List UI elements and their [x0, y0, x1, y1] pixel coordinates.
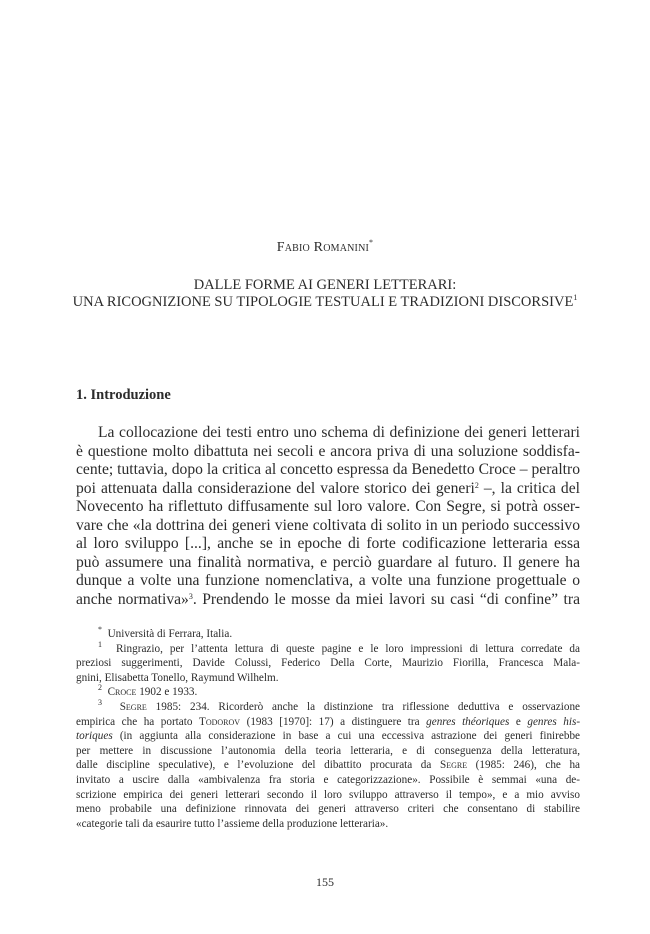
body-line: anche normativa»$^3$. Prendendo le mosse da miei lavori su casi “di confine” tra [76, 590, 580, 608]
footnote-2: $^2$ Croce 1902 e 1933. [98, 683, 198, 699]
footnote-3: $^3$ Segre 1985: 234. Ricorderò anche la distinzione tra riflessione deduttiva e osservazione [98, 697, 581, 713]
body-line: La collocazione dei testi entro uno schema di definizione dei generi letterari [98, 424, 580, 441]
footnote-3-line: empirica che ha portato Todorov (1983 [1970]: 17) a distinguere tra genres théoriques e genres his- [76, 715, 581, 728]
body-line: poi attenuata dalla considerazione del valore storico dei generi$^2$ –, la critica del [76, 479, 580, 497]
body-paragraph [76, 424, 580, 609]
author-name: Fabio Romanini [276, 240, 370, 255]
footnote-3-line: dalle discipline speculative), e l’evoluzione del dibattito procurata da Segre (1985: 246), che ha [76, 759, 581, 772]
footnotes [76, 627, 580, 831]
author-footnote-marker: * [369, 238, 374, 247]
body-line: vare che «la dottrina dei generi viene coltivata di solito in un periodo successivo [76, 516, 580, 534]
body-line: è questione molto dibattuta nei secoli e ancora priva di una soluzione soddisfa- [76, 442, 580, 460]
footnote-3-line: toriques (in aggiunta alla considerazione in base a cui una eccessiva astrazione dei generi finirebbe [76, 730, 580, 743]
footnote-ref: 2 [474, 480, 479, 490]
title-line-2: UNA RICOGNIZIONE SU TIPOLOGIE TESTUALI E TRADIZIONI DISCORSIVE$^1$ [72, 293, 578, 310]
footnote-3-line: meno probabile una definizione rinnovata dei generi attraverso criteri che consentano di stabilire [76, 803, 580, 816]
body-line: Novecento ha riflettuto diffusamente sul loro valore. Con Segre, si potrà osser- [76, 498, 580, 515]
author-line [0, 240, 650, 256]
title-footnote-marker: 1 [573, 293, 578, 302]
title-line-1: DALLE FORME AI GENERI LETTERARI: [193, 277, 457, 293]
footnote-3-line: scrizione empirica dei generi letterari secondo il loro sviluppo attraverso il tempo», e a mio avviso [76, 788, 580, 801]
article-title [0, 277, 650, 311]
body-line: al loro sviluppo [...], anche se in epoche di forte codificazione letteraria essa [76, 535, 580, 552]
footnote-ref: 3 [188, 591, 193, 601]
footnote-1: $^1$ Ringrazio, per l’attenta lettura di queste pagine e le loro impressioni di lettura corredate da [98, 639, 580, 655]
footnote-3-line: «categorie tali da esaurire tutto l’assieme della produzione letteraria». [76, 817, 389, 830]
footnote-1-line: gnini, Elisabetta Tonello, Raymund Wilhelm. [76, 671, 279, 684]
body-line: può assumere una finalità normativa, e perciò guardare al futuro. Il genere ha [76, 553, 580, 571]
footnote-3-line: per mettere in discussione l’autonomia della teoria letteraria, e di conseguenza della letteratura, [76, 744, 580, 757]
footnote-3-line: invitato a uscire dalla «ambivalenza fra storia e categorizzazione». Possibile è semmai «una de- [76, 773, 580, 786]
section-heading: 1. Introduzione [76, 387, 171, 403]
body-line: dunque a volte una funzione nomenclativa, a volte una funzione progettuale o [76, 572, 580, 589]
footnote-1-line: preziosi suggerimenti, Davide Colussi, Federico Della Corte, Maurizio Fiorilla, Francesca Mala- [76, 657, 580, 670]
page-number: 155 [316, 875, 334, 889]
body-line: cente; tuttavia, dopo la critica al concetto espressa da Benedetto Croce – peraltro [76, 461, 580, 478]
footnote-star: * Università di Ferrara, Italia. [98, 625, 233, 640]
